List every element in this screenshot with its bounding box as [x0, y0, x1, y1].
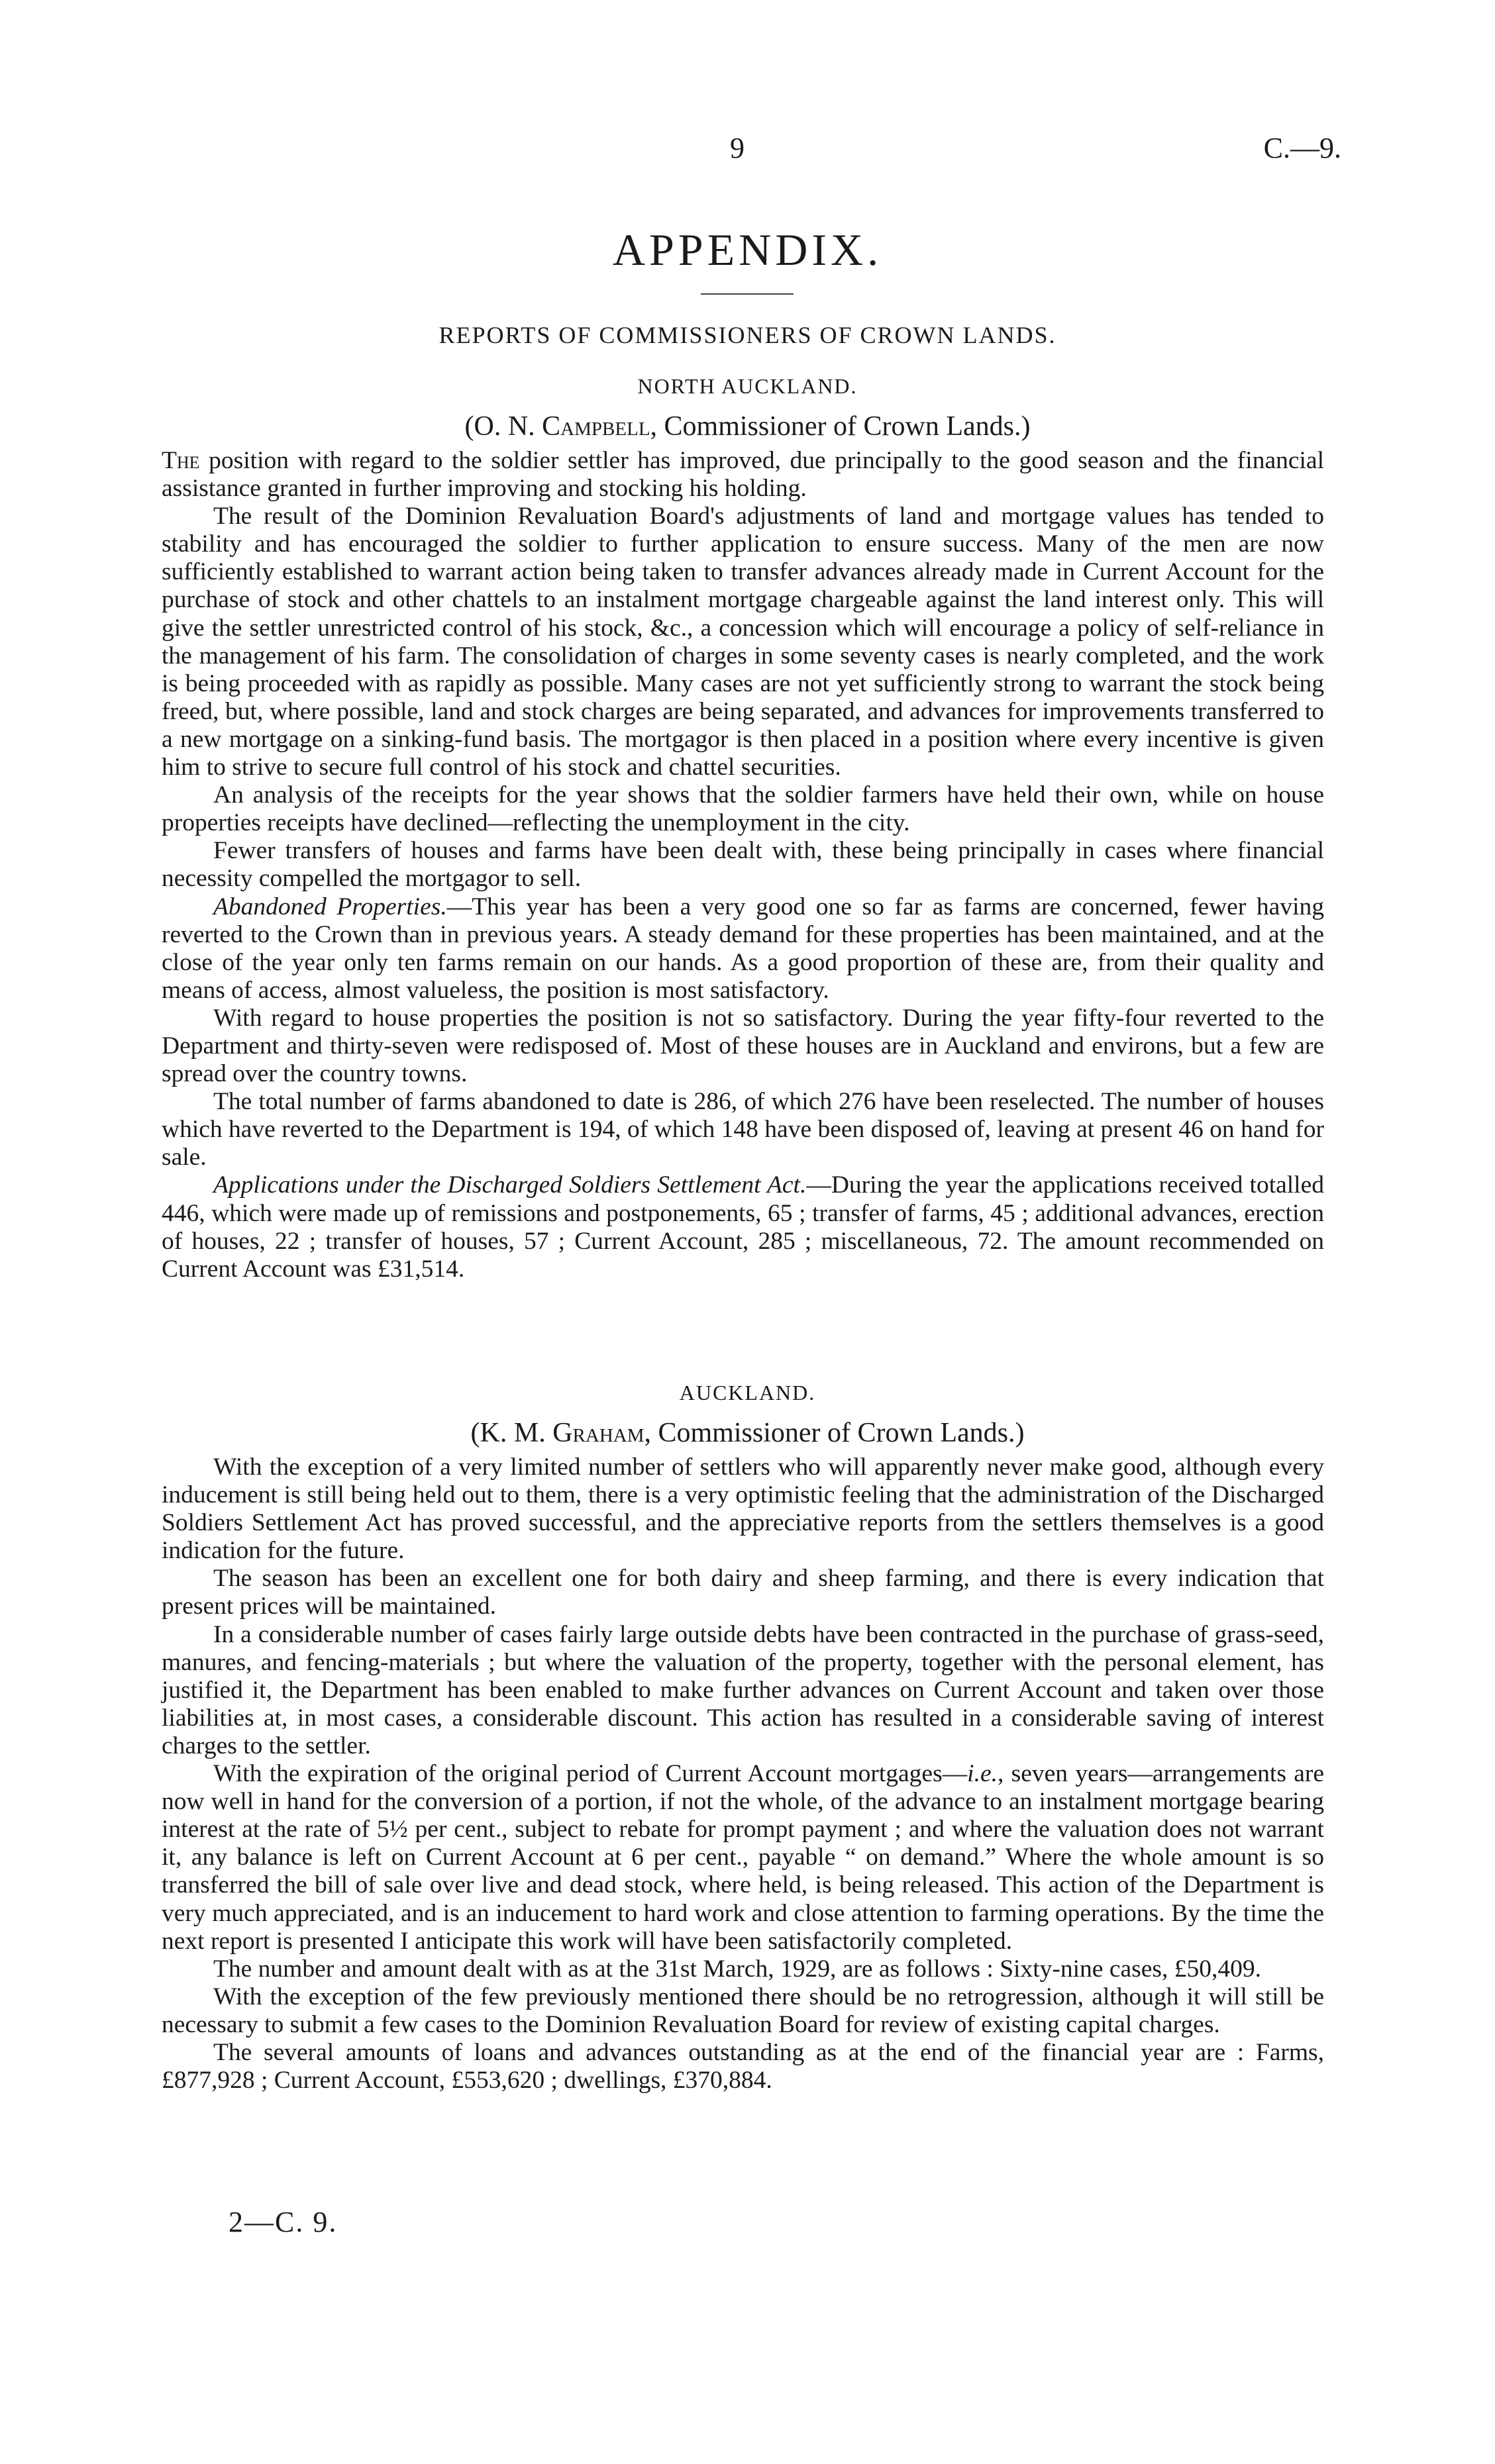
paragraph: With the exception of a very limited number of settlers who will apparently never make good, although every inducement is still being held out to them, there is a very optimistic feeling that the administration of the Discharged Soldiers Settlement Act has proved successful, and the appreciative reports from the settlers themselves is a good indication for the future.	[162, 1454, 1324, 1565]
title-divider	[701, 293, 794, 295]
page-subtitle: REPORTS OF COMMISSIONERS OF CROWN LANDS.	[438, 322, 1057, 348]
paragraph-text: —This year has been a very good one so far as farms are concerned, fewer having reverted to the Crown than in previous years. A steady demand for these properties has been maintained, and at the close of the year only ten farms remain on our hands. As a good proportion of these are, from their quality and means of access, almost valueless, the position is most satisfactory.	[162, 893, 1324, 1004]
page-number: 9	[730, 132, 745, 164]
paragraph-text: , seven years—arrangements are now well in hand for the conversion of a portion, if not the whole, of the advance to an instalment mortgage bearing interest at the rate of 5½ per cent., subject to rebate for prompt payment ; and where the valuation does not warrant it, any balance is left on Current Account at 6 per cent., payable “ on demand.” Where the whole amount is so transferred the bill of sale over live and dead stock, where held, is being released. This action of the Department is very much appreciated, and is an inducement to hard work and close attention to farming operations. By the time the next report is presented I anticipate this work will have been satisfactorily completed.	[162, 1760, 1325, 1955]
byline-open: (O. N.	[464, 411, 542, 442]
signature-reference: 2—C. 9.	[229, 2206, 338, 2238]
paragraph: The season has been an excellent one for both dairy and sheep farming, and there is every indication that present prices will be maintained.	[162, 1565, 1324, 1620]
paragraph-heading: Abandoned Properties.	[213, 893, 447, 920]
byline-north-auckland	[0, 411, 1495, 442]
byline-open: (K. M.	[470, 1418, 553, 1448]
paragraph: With the exception of the few previously mentioned there should be no retrogression, although it will still be necessary to submit a few cases to the Dominion Revaluation Board for review of existing capital charges.	[162, 1983, 1324, 2038]
paragraph: An analysis of the receipts for the year shows that the soldier farmers have held their own, while on house properties receipts have declined—reflecting the unemployment in the city.	[162, 781, 1324, 837]
paragraph	[162, 447, 1324, 503]
section-body-north-auckland	[162, 447, 1324, 1283]
byline-rest: , Commissioner of Crown Lands.)	[644, 1418, 1025, 1448]
section-heading-north-auckland: NORTH AUCKLAND.	[637, 374, 858, 398]
byline-name: Graham	[552, 1418, 644, 1448]
byline-auckland	[0, 1417, 1495, 1449]
paragraph: The total number of farms abandoned to date is 286, of which 276 have been reselected. The number of houses which have reverted to the Department is 194, of which 148 have been disposed of, leaving at present 46 on hand for sale.	[162, 1088, 1324, 1171]
paragraph: With regard to house properties the position is not so satisfactory. During the year fifty-four reverted to the Department and thirty-seven were redisposed of. Most of these houses are in Auckland and environs, but a few are spread over the country towns.	[162, 1004, 1324, 1088]
document-reference: C.—9.	[1263, 132, 1341, 164]
paragraph	[162, 893, 1324, 1005]
paragraph-text: —During the year the applications received totalled 446, which were made up of remissions and postponements, 65 ; transfer of farms, 45 ; additional advances, erection of houses, 22 ; transfer of houses, 57 ; Current Account, 285 ; miscellaneous, 72. The amount recommended on Current Account was £31,514.	[162, 1171, 1324, 1283]
paragraph: In a considerable number of cases fairly large outside debts have been contracted in the purchase of grass-seed, manures, and fencing-materials ; but where the valuation of the property, together with the personal element, has justified it, the Department has been enabled to make further advances on Current Account and taken over those liabilities at, in most cases, a considerable discount. This action has resulted in a considerable saving of interest charges to the settler.	[162, 1620, 1324, 1759]
paragraph	[162, 1171, 1324, 1283]
paragraph: The number and amount dealt with as at the 31st March, 1929, are as follows : Sixty-nine cases, £50,409.	[213, 1955, 1261, 1983]
paragraph-lead: The	[162, 447, 200, 474]
byline-rest: , Commissioner of Crown Lands.)	[650, 411, 1031, 442]
paragraph-text: With the expiration of the original period of Current Account mortgages—	[213, 1760, 968, 1788]
page-title: APPENDIX.	[612, 224, 883, 275]
paragraph: The result of the Dominion Revaluation Board's adjustments of land and mortgage values has tended to stability and has encouraged the soldier to further application to ensure success. Many of the men are now sufficiently established to warrant action being taken to transfer advances already made in Current Account for the purchase of stock and other chattels to an instalment mortgage chargeable against the land interest only. This will give the settler unrestricted control of his stock, &c., a concession which will encourage a policy of self-reliance in the management of his farm. The consolidation of charges in some seventy cases is nearly completed, and the work is being proceeded with as rapidly as possible. Many cases are not yet sufficiently strong to warrant the stock being freed, but, where possible, land and stock charges are being separated, and advances for improvements transferred to a new mortgage on a sinking-fund basis. The mortgagor is then placed in a position where every incentive is given him to strive to secure full control of his stock and chattel securities.	[162, 503, 1324, 781]
paragraph	[162, 1760, 1324, 1955]
paragraph-heading: Applications under the Discharged Soldiers Settlement Act.	[213, 1171, 807, 1199]
byline-name: Campbell	[542, 411, 650, 442]
section-heading-auckland: AUCKLAND.	[679, 1381, 816, 1404]
paragraph-text: position with regard to the soldier settler has improved, due principally to the good season and the financial assistance granted in further improving and stocking his holding.	[162, 447, 1324, 503]
section-body-auckland	[162, 1454, 1324, 2094]
paragraph: Fewer transfers of houses and farms have been dealt with, these being principally in cases where financial necessity compelled the mortgagor to sell.	[162, 837, 1324, 893]
paragraph-italic: i.e.	[967, 1760, 998, 1788]
paragraph: The several amounts of loans and advances outstanding as at the end of the financial year are : Farms, £877,928 ; Current Account, £553,620 ; dwellings, £370,884.	[162, 2038, 1324, 2094]
